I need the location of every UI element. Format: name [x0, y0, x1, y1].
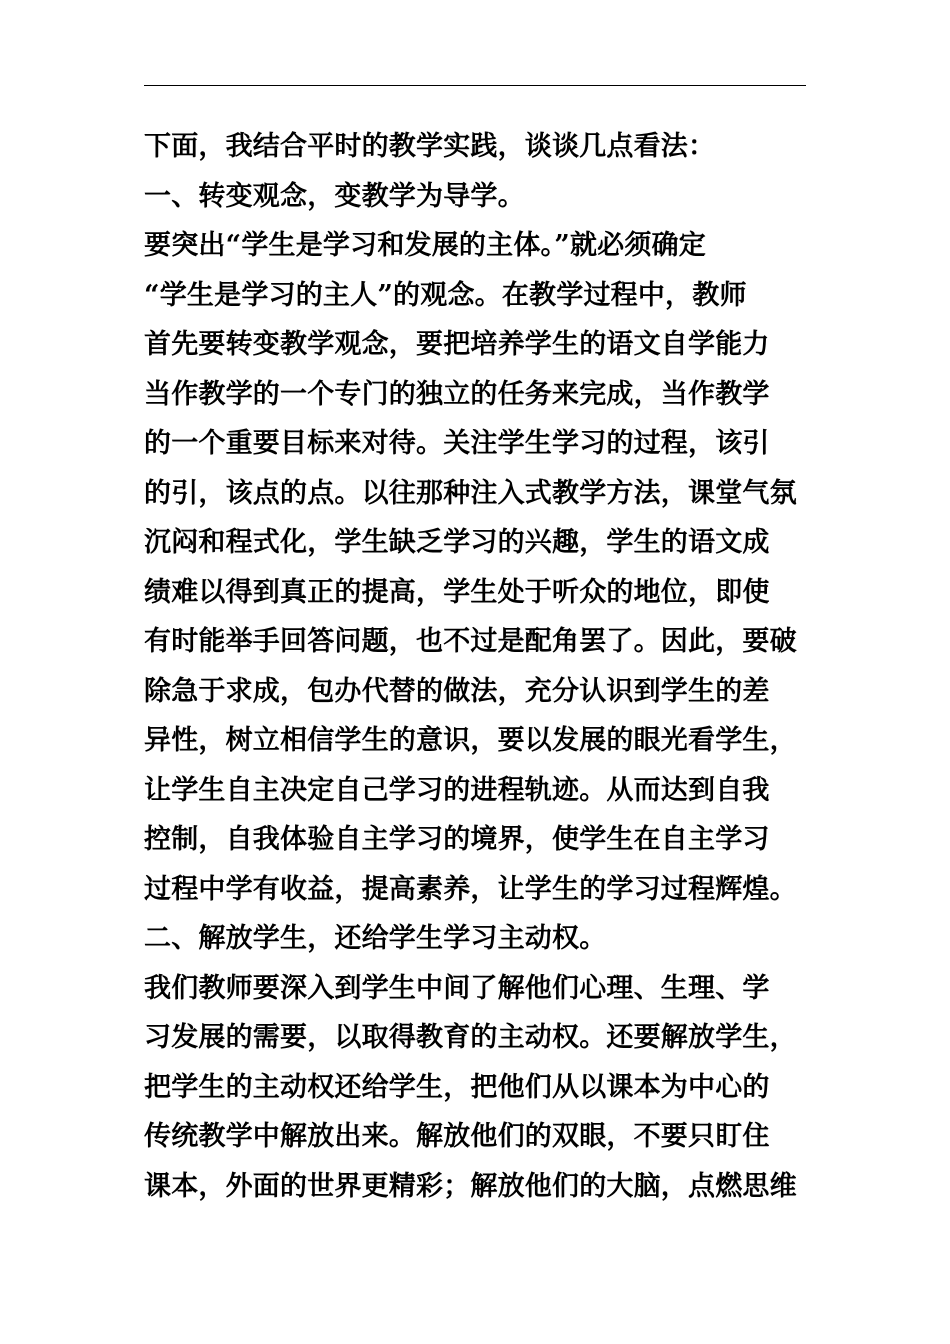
text-line: 要突出“学生是学习和发展的主体。”就必须确定 [144, 230, 706, 261]
text-line: 控制，自我体验自主学习的境界，使学生在自主学习 [144, 824, 770, 855]
text-line: 有时能举手回答问题，也不过是配角罢了。因此，要破 [144, 626, 797, 657]
text-line: “学生是学习的主人”的观念。在教学过程中，教师 [144, 279, 747, 311]
text-line: 我们教师要深入到学生中间了解他们心理、生理、学 [144, 972, 770, 1004]
text-line: 让学生自主决定自己学习的进程轨迹。从而达到自我 [144, 774, 770, 806]
text-line: 的一个重要目标来对待。关注学生学习的过程，该引 [144, 428, 770, 459]
header-rule [144, 85, 806, 86]
text-line: 首先要转变教学观念，要把培养学生的语文自学能力 [144, 329, 770, 360]
text-line: 习发展的需要，以取得教育的主动权。还要解放学生， [144, 1022, 797, 1053]
text-line: 除急于求成，包办代替的做法，充分认识到学生的差 [144, 675, 770, 707]
text-line: 下面，我结合平时的教学实践，谈谈几点看法： [144, 131, 716, 162]
section-heading-2: 二、解放学生，还给学生学习主动权。 [144, 923, 607, 954]
text-line: 沉闷和程式化，学生缺乏学习的兴趣，学生的语文成 [144, 527, 770, 558]
text-line: 传统教学中解放出来。解放他们的双眼，不要只盯住 [144, 1121, 770, 1152]
text-line: 过程中学有收益，提高素养，让学生的学习过程辉煌。 [144, 873, 797, 905]
text-line: 当作教学的一个专门的独立的任务来完成，当作教学 [144, 378, 770, 410]
section-heading-1: 一、转变观念，变教学为导学。 [144, 180, 525, 212]
text-line: 把学生的主动权还给学生，把他们从以课本为中心的 [144, 1071, 770, 1103]
text-line: 的引，该点的点。以往那种注入式教学方法，课堂气氛 [144, 477, 797, 509]
text-line: 异性，树立相信学生的意识，要以发展的眼光看学生， [144, 725, 797, 756]
text-line: 课本，外面的世界更精彩；解放他们的大脑，点燃思维 [144, 1170, 797, 1202]
document-body [144, 122, 809, 1211]
text-line: 绩难以得到真正的提高，学生处于听众的地位，即使 [144, 576, 770, 608]
